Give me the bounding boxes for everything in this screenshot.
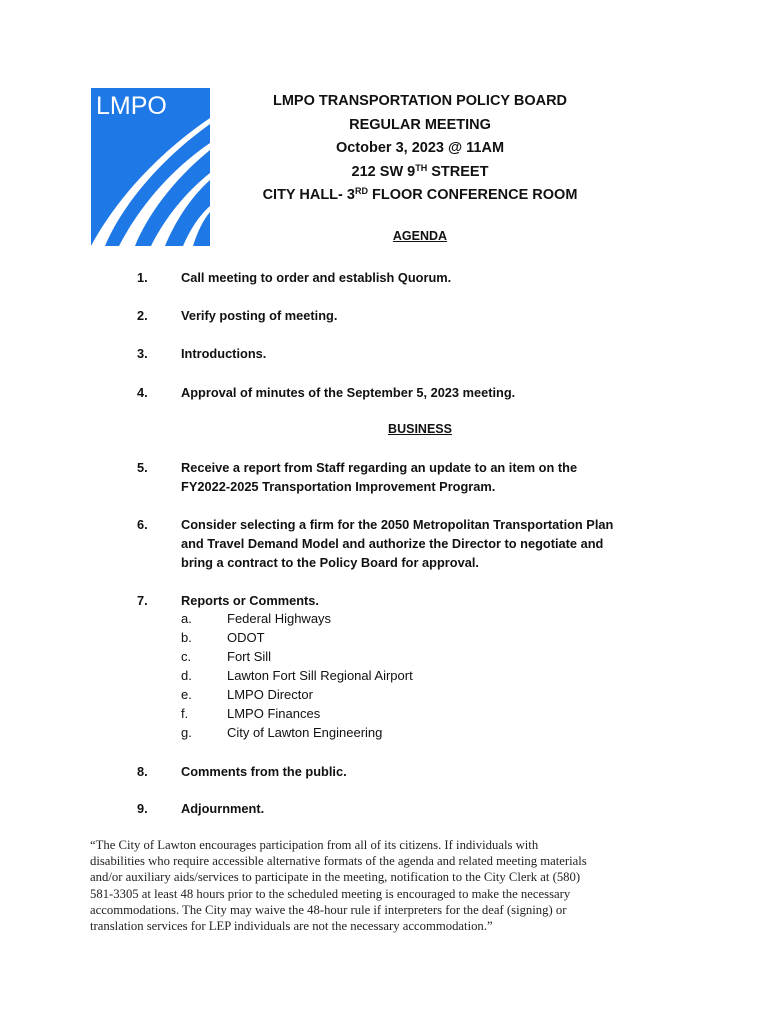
header-line-5 (180, 184, 660, 208)
location-sup: RD (354, 186, 368, 196)
item-text: Approval of minutes of the September 5, 2023 meeting. (181, 385, 516, 400)
item-text: Verify posting of meeting. (181, 308, 338, 323)
address-sup: TH (415, 162, 428, 173)
statement-line: 581-3305 at least 48 hours prior to the scheduled meeting is encouraged to make the necessary (90, 886, 571, 901)
report-text: City of Lawton Engineering (227, 725, 383, 740)
business-title: BUSINESS (388, 422, 452, 436)
report-letter: c. (181, 649, 192, 664)
report-text: LMPO Finances (227, 706, 321, 721)
report-text: Fort Sill (227, 649, 272, 664)
statement-line: and/or auxiliary aids/services to participate in the meeting, notification to the City Clerk at (580) (90, 870, 581, 885)
item-number: 7. (137, 593, 148, 608)
item-text: Introductions. (181, 346, 267, 361)
report-letter: f. (181, 706, 189, 721)
item-text-line: FY2022-2025 Transportation Improvement Program. (181, 479, 496, 494)
header-line-2: REGULAR MEETING (349, 116, 491, 133)
location-text: CITY HALL- 3 (262, 187, 355, 203)
meeting-header (180, 90, 660, 208)
report-letter: a. (181, 611, 192, 626)
header-line-4 (180, 161, 660, 185)
address-text-end: STREET (427, 163, 489, 180)
statement-line: translation services for LEP individuals are not the necessary accommodation.” (90, 919, 493, 934)
item-number: 2. (137, 308, 148, 323)
item-text: Comments from the public. (181, 764, 347, 779)
item-text: Call meeting to order and establish Quorum. (181, 270, 452, 285)
report-letter: e. (181, 687, 192, 702)
item-number: 4. (137, 385, 148, 400)
report-letter: b. (181, 630, 192, 645)
report-text: Lawton Fort Sill Regional Airport (227, 668, 413, 683)
statement-line: “The City of Lawton encourages participation from all of its citizens. If individuals with (90, 838, 539, 852)
item-number: 3. (137, 346, 148, 361)
report-letter: g. (181, 725, 192, 740)
location-text-end: FLOOR CONFERENCE ROOM (367, 187, 578, 203)
item-text-line: Receive a report from Staff regarding an update to an item on the (181, 460, 578, 475)
item-text: Adjournment. (181, 801, 265, 816)
item-number: 8. (137, 764, 148, 779)
item-text (181, 458, 651, 496)
statement-line: disabilities who require accessible alternative formats of the agenda and related meeting materials (90, 854, 587, 869)
item-number: 5. (137, 460, 148, 475)
report-text: LMPO Director (227, 687, 313, 702)
item-text-line: Consider selecting a firm for the 2050 Metropolitan Transportation Plan (181, 517, 614, 532)
item-number: 9. (137, 801, 148, 816)
agenda-title: AGENDA (392, 229, 448, 243)
item-number: 6. (137, 517, 148, 532)
accessibility-statement (90, 837, 650, 934)
item-number: 1. (137, 270, 148, 285)
item-text-line: bring a contract to the Policy Board for approval. (181, 555, 479, 570)
statement-line: accommodations. The City may waive the 48-hour rule if interpreters for the deaf (signing) or (90, 902, 567, 917)
logo-text: LMPO (96, 92, 167, 120)
report-letter: d. (181, 668, 192, 683)
header-line-3: October 3, 2023 @ 11AM (335, 140, 505, 156)
item-text (181, 515, 651, 572)
report-text: ODOT (227, 630, 265, 645)
report-text: Federal Highways (227, 611, 332, 626)
header-line-1: LMPO TRANSPORTATION POLICY BOARD (272, 93, 568, 109)
item-text-line: and Travel Demand Model and authorize the Director to negotiate and (181, 536, 604, 551)
item-text: Reports or Comments. (181, 593, 319, 608)
address-text: 212 SW 9 (351, 163, 416, 180)
